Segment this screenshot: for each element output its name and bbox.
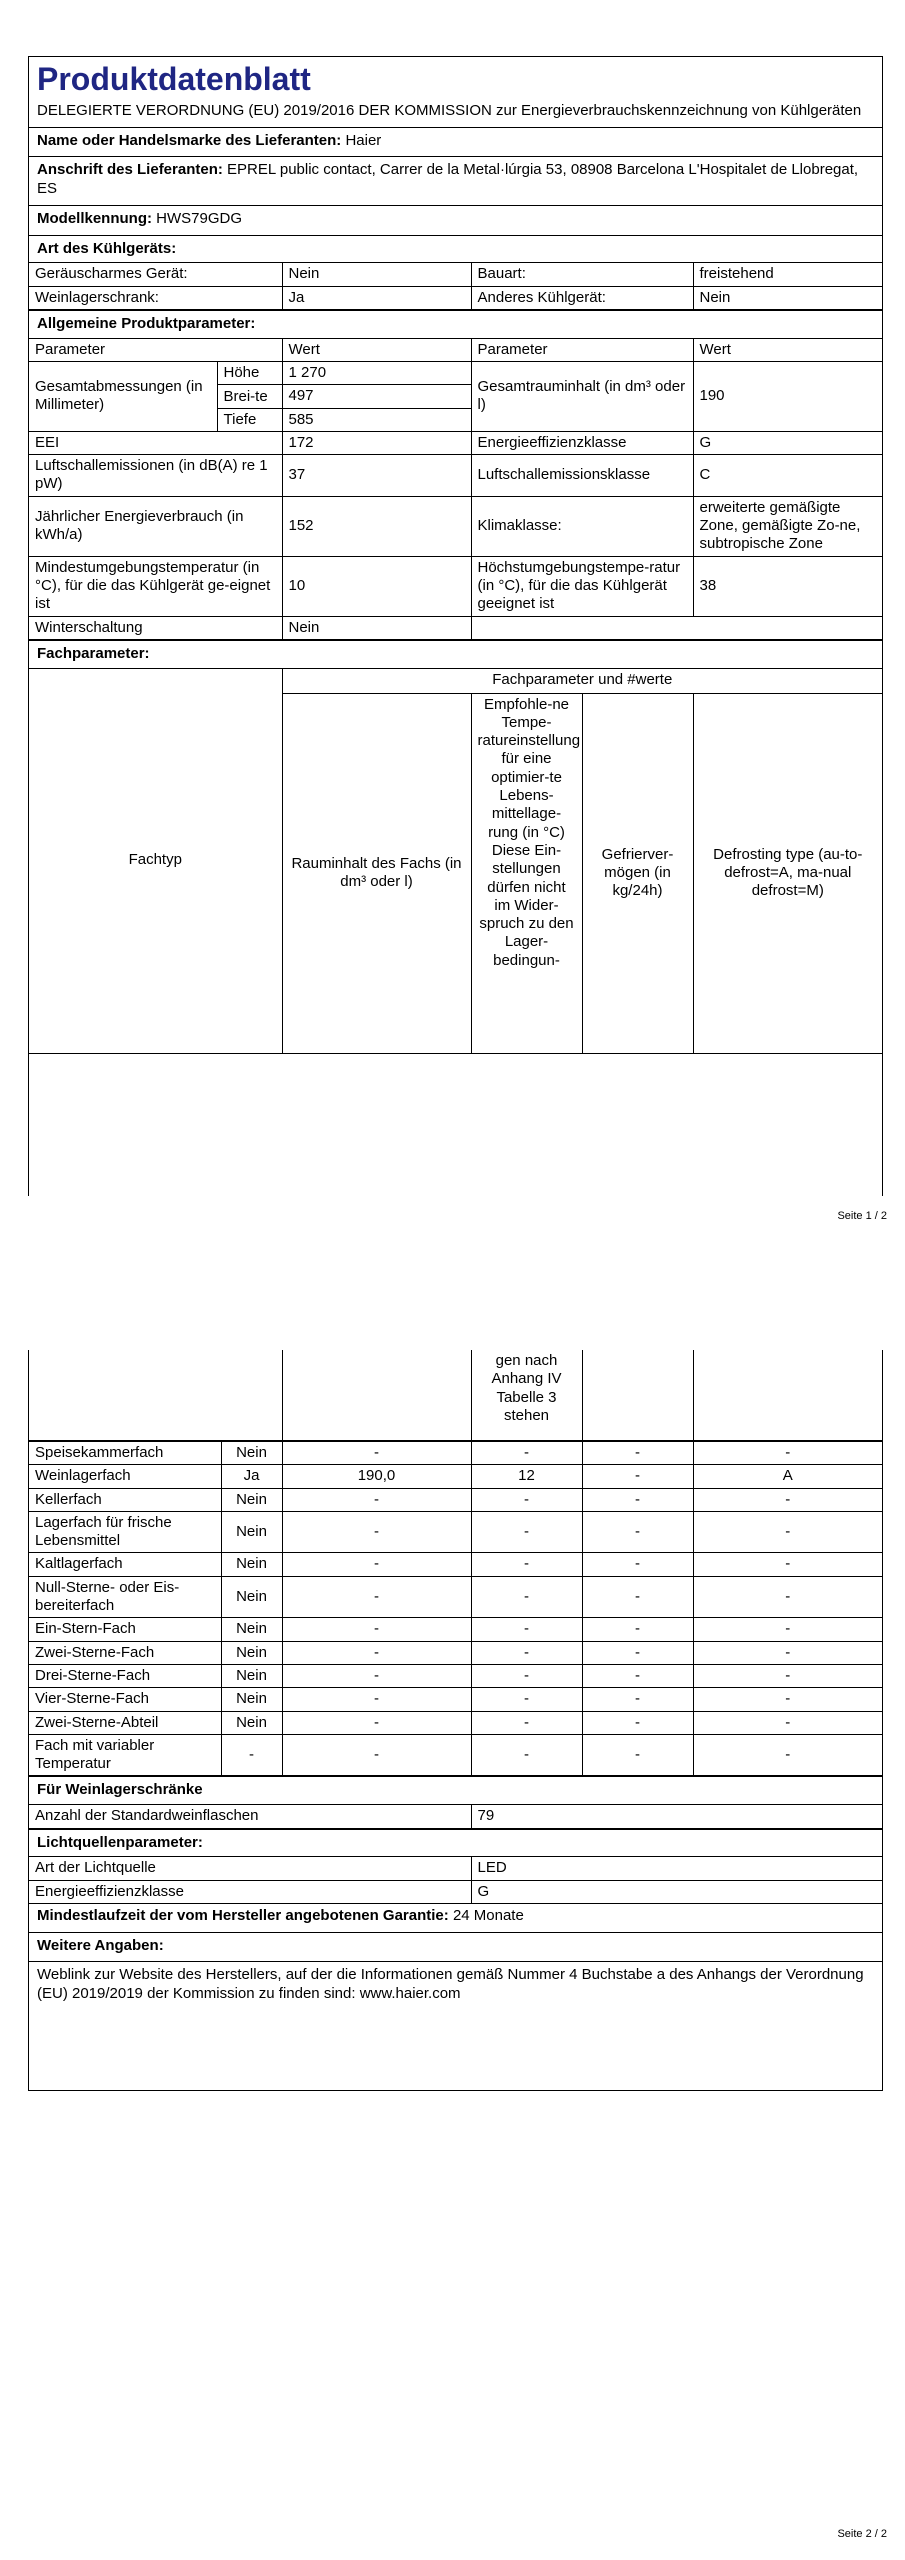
warranty-label: Mindestlaufzeit der vom Hersteller angebotenen Garantie: [37, 1906, 449, 1924]
general-heading: Allgemeine Produktparameter: [29, 310, 882, 338]
model-row [29, 205, 882, 235]
param-label: Jährlicher Energieverbrauch (in kWh/a) [29, 496, 282, 556]
type-value: Nein [693, 286, 882, 309]
temp-header-continued: gen nach Anhang IV Tabelle 3 stehen [471, 1350, 582, 1441]
datasheet-page-2 [28, 1350, 883, 2091]
table-row [29, 1576, 882, 1618]
fach-freeze: - [582, 1618, 693, 1641]
warranty-value: 24 Monate [452, 1906, 524, 1924]
fach-continued-table [29, 1350, 882, 1441]
column-header: Parameter [471, 338, 693, 361]
fach-volume: - [282, 1734, 471, 1776]
fach-header-table [29, 668, 882, 1054]
param-label: Höchstumgebungstempe-ratur (in °C), für die das Kühlgerät geeignet ist [471, 556, 693, 616]
type-value: freistehend [693, 263, 882, 286]
fach-volume: - [282, 1442, 471, 1465]
empty-cell [693, 1350, 882, 1441]
depth-value: 585 [282, 408, 471, 431]
fach-present: Nein [221, 1641, 282, 1664]
fach-heading: Fachparameter: [29, 640, 882, 668]
table-row [29, 1465, 882, 1488]
fach-present: Nein [221, 1488, 282, 1511]
fach-freeze: - [582, 1576, 693, 1618]
winter-label: Winterschaltung [29, 616, 282, 639]
table-row [29, 431, 882, 454]
fach-defrost: A [693, 1465, 882, 1488]
width-label: Brei-te [217, 385, 282, 408]
model-value: HWS79GDG [156, 209, 243, 227]
fach-temp: - [471, 1511, 582, 1553]
fach-temp: - [471, 1664, 582, 1687]
fach-defrost: - [693, 1442, 882, 1465]
dimensions-label: Gesamtabmessungen (in Millimeter) [29, 361, 217, 431]
wine-table [29, 1804, 882, 1828]
fach-temp: - [471, 1688, 582, 1711]
param-label: Klimaklasse: [471, 496, 693, 556]
fach-freeze: - [582, 1711, 693, 1734]
fach-temp: - [471, 1488, 582, 1511]
height-label: Höhe [217, 361, 282, 384]
wine-bottles-label: Anzahl der Standardweinflaschen [29, 1805, 471, 1828]
table-row [29, 455, 882, 497]
fach-present: Nein [221, 1511, 282, 1553]
param-value: 10 [282, 556, 471, 616]
type-heading: Art des Kühlgeräts: [29, 235, 882, 263]
page-number: Seite 2 / 2 [837, 2528, 887, 2540]
header-block [29, 57, 882, 121]
fach-name: Null-Sterne- oder Eis-bereiterfach [29, 1576, 221, 1618]
page-title: Produktdatenblatt [37, 61, 311, 97]
fach-name: Weinlagerfach [29, 1465, 221, 1488]
fach-name: Drei-Sterne-Fach [29, 1664, 221, 1687]
fachtyp-header: Fachtyp [29, 668, 282, 1053]
light-heading: Lichtquellenparameter: [29, 1829, 882, 1857]
table-row [29, 1511, 882, 1553]
type-label: Weinlagerschrank: [29, 286, 282, 309]
model-label: Modellkennung: [37, 209, 152, 227]
fach-present: Nein [221, 1711, 282, 1734]
param-value: G [693, 431, 882, 454]
fach-name: Lagerfach für frische Lebensmittel [29, 1511, 221, 1553]
table-row [29, 1488, 882, 1511]
fach-temp: - [471, 1618, 582, 1641]
fach-volume: 190,0 [282, 1465, 471, 1488]
further-text-row [29, 1961, 882, 2010]
fach-name: Zwei-Sterne-Abteil [29, 1711, 221, 1734]
fach-freeze: - [582, 1488, 693, 1511]
fach-volume: - [282, 1688, 471, 1711]
fach-defrost: - [693, 1664, 882, 1687]
light-class-value: G [471, 1880, 882, 1903]
wine-heading: Für Weinlagerschränke [29, 1776, 882, 1804]
empty-cell [282, 1350, 471, 1441]
table-row [29, 1805, 882, 1828]
fach-name: Zwei-Sterne-Fach [29, 1641, 221, 1664]
height-value: 1 270 [282, 361, 471, 384]
table-row [29, 1618, 882, 1641]
type-label: Geräuscharmes Gerät: [29, 263, 282, 286]
fach-present: Ja [221, 1465, 282, 1488]
fach-temp: - [471, 1553, 582, 1576]
volume-value: 190 [693, 361, 882, 431]
table-row [29, 556, 882, 616]
fach-temp: 12 [471, 1465, 582, 1488]
depth-label: Tiefe [217, 408, 282, 431]
fach-volume: - [282, 1576, 471, 1618]
defrost-header: Defrosting type (au-to-defrost=A, ma-nual defrost=M) [693, 693, 882, 1053]
fach-freeze: - [582, 1553, 693, 1576]
fach-freeze: - [582, 1641, 693, 1664]
page-number: Seite 1 / 2 [837, 1210, 887, 1222]
column-header: Parameter [29, 338, 282, 361]
fach-volume: - [282, 1553, 471, 1576]
type-value: Nein [282, 263, 471, 286]
fach-present: - [221, 1734, 282, 1776]
param-value: C [693, 455, 882, 497]
general-table [29, 338, 882, 640]
param-label: Luftschallemissionsklasse [471, 455, 693, 497]
light-class-label: Energieeffizienzklasse [29, 1880, 471, 1903]
supplier-value: Haier [345, 131, 382, 149]
param-label: Mindestumgebungstemperatur (in °C), für die das Kühlgerät ge-eignet ist [29, 556, 282, 616]
fach-volume: - [282, 1618, 471, 1641]
light-type-value: LED [471, 1857, 882, 1880]
table-header-row [29, 338, 882, 361]
param-value: erweiterte gemäßigte Zone, gemäßigte Zo-ne, subtropische Zone [693, 496, 882, 556]
fach-defrost: - [693, 1576, 882, 1618]
param-label: Luftschallemissionen (in dB(A) re 1 pW) [29, 455, 282, 497]
further-heading-row [29, 1932, 882, 1962]
empty-cell [221, 1350, 282, 1441]
fach-freeze: - [582, 1688, 693, 1711]
wine-bottles-value: 79 [471, 1805, 882, 1828]
address-label: Anschrift des Lieferanten: [37, 161, 223, 179]
light-type-label: Art der Lichtquelle [29, 1857, 471, 1880]
type-label: Anderes Kühlgerät: [471, 286, 693, 309]
table-row [29, 1734, 882, 1776]
table-row [29, 1857, 882, 1880]
further-heading: Weitere Angaben: [37, 1936, 164, 1954]
type-label: Bauart: [471, 263, 693, 286]
column-header: Wert [693, 338, 882, 361]
regulation-subtitle: DELEGIERTE VERORDNUNG (EU) 2019/2016 DER KOMMISSION zur Energieverbrauchskennzeichnung von Kühlgeräten [37, 101, 862, 119]
fach-present: Nein [221, 1618, 282, 1641]
table-row [29, 1553, 882, 1576]
fach-volume: - [282, 1664, 471, 1687]
fach-defrost: - [693, 1734, 882, 1776]
fach-defrost: - [693, 1618, 882, 1641]
freeze-header: Gefrierver-mögen (in kg/24h) [582, 693, 693, 1053]
volume-label: Gesamtrauminhalt (in dm³ oder l) [471, 361, 693, 431]
fach-defrost: - [693, 1511, 882, 1553]
type-value: Ja [282, 286, 471, 309]
fach-freeze: - [582, 1465, 693, 1488]
fach-defrost: - [693, 1711, 882, 1734]
fach-name: Kellerfach [29, 1488, 221, 1511]
fach-name: Fach mit variabler Temperatur [29, 1734, 221, 1776]
fach-defrost: - [693, 1488, 882, 1511]
param-value: 172 [282, 431, 471, 454]
width-value: 497 [282, 385, 471, 408]
param-value: 37 [282, 455, 471, 497]
address-row [29, 156, 882, 205]
supplier-row [29, 127, 882, 157]
fach-name: Kaltlagerfach [29, 1553, 221, 1576]
fach-name: Speisekammerfach [29, 1442, 221, 1465]
column-header: Wert [282, 338, 471, 361]
empty-cell [29, 1350, 221, 1441]
datasheet-page-1 [28, 56, 883, 1196]
fach-present: Nein [221, 1688, 282, 1711]
table-row [29, 496, 882, 556]
address-value: EPREL public contact, Carrer de la Metal·lúrgia 53, 08908 Barcelona L'Hospitalet de Llobregat, ES [37, 161, 859, 198]
fach-freeze: - [582, 1664, 693, 1687]
further-text: Weblink zur Website des Herstellers, auf der die Informationen gemäß Nummer 4 Buchstabe a des Anhangs der Verordnung (EU) 2019/2019 der Kommission zu finden sind: [37, 1966, 864, 2003]
fach-defrost: - [693, 1688, 882, 1711]
fach-defrost: - [693, 1553, 882, 1576]
fach-group-header: Fachparameter und #werte [282, 668, 882, 693]
table-row [29, 1664, 882, 1687]
fach-rows-table [29, 1441, 882, 1776]
table-row [29, 1442, 882, 1465]
fach-present: Nein [221, 1553, 282, 1576]
fach-freeze: - [582, 1511, 693, 1553]
fach-volume: - [282, 1488, 471, 1511]
table-header-row [29, 1350, 882, 1441]
fach-temp: - [471, 1711, 582, 1734]
fach-freeze: - [582, 1442, 693, 1465]
supplier-label: Name oder Handelsmarke des Lieferanten: [37, 131, 342, 149]
manufacturer-link[interactable]: www.haier.com [359, 1985, 461, 2003]
warranty-row [29, 1904, 882, 1932]
fach-name: Vier-Sterne-Fach [29, 1688, 221, 1711]
fach-present: Nein [221, 1576, 282, 1618]
param-value: 152 [282, 496, 471, 556]
param-label: EEI [29, 431, 282, 454]
fach-volume: - [282, 1511, 471, 1553]
table-row [29, 1880, 882, 1903]
fach-present: Nein [221, 1442, 282, 1465]
table-row [29, 1641, 882, 1664]
temp-header: Empfohle-ne Tempe-ratureinstellung für eine optimier-te Lebens-mittellage-rung (in °C) Diese Ein-stellungen dürfen nicht im Wider-spruch zu den Lager-bedingun- [471, 693, 582, 1053]
fach-name: Ein-Stern-Fach [29, 1618, 221, 1641]
table-row [29, 361, 882, 384]
fach-volume: - [282, 1641, 471, 1664]
table-row [29, 1711, 882, 1734]
fach-temp: - [471, 1442, 582, 1465]
fach-defrost: - [693, 1641, 882, 1664]
table-row [29, 616, 882, 639]
param-label: Energieeffizienzklasse [471, 431, 693, 454]
table-header-row [29, 668, 882, 693]
empty-cell [582, 1350, 693, 1441]
type-table [29, 262, 882, 310]
volume-header: Rauminhalt des Fachs (in dm³ oder l) [282, 693, 471, 1053]
fach-volume: - [282, 1711, 471, 1734]
empty-cell [471, 616, 882, 639]
fach-present: Nein [221, 1664, 282, 1687]
fach-temp: - [471, 1641, 582, 1664]
param-value: 38 [693, 556, 882, 616]
light-table [29, 1856, 882, 1904]
fach-temp: - [471, 1576, 582, 1618]
table-row [29, 1688, 882, 1711]
table-row [29, 286, 882, 309]
winter-value: Nein [282, 616, 471, 639]
table-row [29, 263, 882, 286]
fach-freeze: - [582, 1734, 693, 1776]
fach-temp: - [471, 1734, 582, 1776]
